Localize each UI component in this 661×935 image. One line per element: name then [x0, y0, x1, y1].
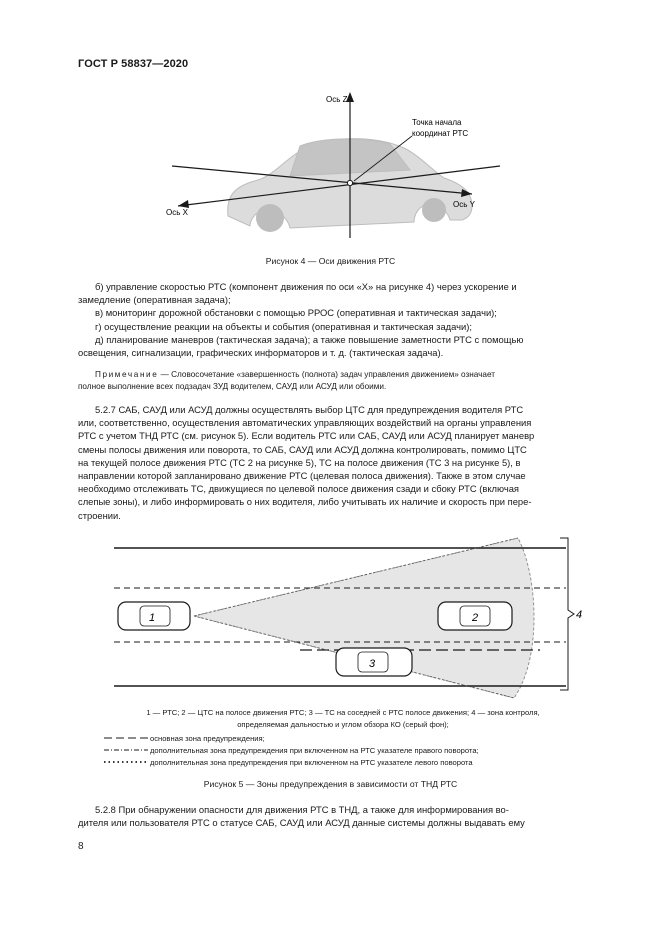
figure-4-axes-diagram — [150, 88, 530, 248]
section-527-line6: направлении которой запланировано движение РТС (целевая полоса движения). Также в этом случае — [78, 470, 526, 482]
origin-label-line2: координат РТС — [412, 129, 469, 138]
figure-5-caption: Рисунок 5 — Зоны предупреждения в зависимости от ТНД РТС — [203, 779, 458, 789]
car-2-label: 2 — [472, 612, 479, 624]
legend-line-4: дополнительная зона предупреждения при включенном на РТС указателе правого поворота; — [150, 746, 479, 755]
section-5-2-8 — [78, 803, 614, 829]
note-text-line2: полное выполнение всех подзадач ЗУД водителем, САУД или АСУД или обоими. — [78, 381, 387, 391]
section-527-line9: строении. — [78, 509, 121, 521]
figure-4-caption: Рисунок 4 — Оси движения РТС — [265, 256, 396, 266]
zone-4-label: 4 — [576, 609, 583, 621]
figure-5-warning-zones-diagram — [100, 530, 590, 700]
list-item-g: г) осуществление реакции на объекты и события (оперативная и тактическая задачи); — [95, 320, 473, 332]
section-528-line2: дителя или пользователя РТС о статусе САБ, САУД или АСУД данные системы должны выдавать ему — [78, 817, 525, 829]
car-3-label: 3 — [369, 658, 376, 670]
document-header: ГОСТ Р 58837—2020 — [78, 58, 189, 70]
note-text-line1: — Словосочетание «завершенность (полнота) задач управления движением» означает — [158, 370, 495, 379]
section-527-line5: на текущей полосе движения РТС (ТС 2 на рисунке 5), ТС на полосе движения (ТС 3 на рисунке 5), в — [78, 456, 521, 468]
legend-line-3: основная зона предупреждения; — [150, 734, 265, 743]
list-item-b-line2: замедление (оперативная задача); — [78, 294, 231, 306]
axis-x-arrow — [178, 200, 189, 208]
origin-label-line1: Точка начала — [412, 118, 462, 127]
list-item-d-line2: освещения, сигнализации, графических информаторов и т. д. (тактическая задача). — [78, 347, 444, 359]
zone-bracket — [560, 538, 574, 690]
legend-line-2: определяемая дальностью и углом обзора КО (серый фон); — [237, 720, 449, 729]
axis-y-label: Ось Y — [453, 200, 475, 209]
origin-point — [347, 180, 352, 185]
legend-line-styles — [104, 733, 150, 767]
list-item-b-line1: б) управление скоростью РТС (компонент движения по оси «X» на рисунке 4) через ускорение и — [95, 281, 517, 292]
note — [78, 369, 614, 392]
section-527-line4: смены полосы движения или поворота, то САБ, САУД или АСУД должна контролировать, помимо ЦТС — [78, 443, 527, 455]
car-1-label: 1 — [149, 612, 156, 624]
section-527-line8: слепые зоны), и либо информировать о них водителя, либо учитывать их наличие и скорость при пере- — [78, 496, 532, 508]
section-527-line1: 5.2.7 САБ, САУД или АСУД должны осуществлять выбор ЦТС для предупреждения водителя РТС — [95, 404, 524, 415]
list-item-v: в) мониторинг дорожной обстановки с помощью РРОС (оперативная и тактическая задачи); — [95, 307, 497, 319]
note-keyword: Примечание — [95, 370, 159, 379]
section-528-line1: 5.2.8 При обнаружении опасности для движения РТС в ТНД, а также для информирования во- — [95, 804, 509, 815]
axis-x-label: Ось X — [166, 208, 188, 217]
list-item-d-line1: д) планирование маневров (тактическая задача); а также повышение заметности РТС с помощью — [95, 333, 524, 345]
section-527-line2: или, соответственно, осуществления автоматических управляющих воздействий на органы управления — [78, 417, 532, 429]
legend-line-1: 1 — РТС; 2 — ЦТС на полосе движения РТС; 3 — ТС на соседней с РТС полосе движения; 4 — зона контроля, — [146, 708, 540, 717]
section-527-line3: РТС с учетом ТНД РТС (см. рисунок 5). Если водитель РТС или САБ, САУД или АСУД планирует маневр — [78, 430, 535, 442]
task-list — [78, 280, 614, 359]
section-5-2-7 — [78, 403, 614, 522]
section-527-line7: необходимо отслеживать ТС, движущиеся по целевой полосе движения сзади и сбоку РТС (включая — [78, 483, 520, 495]
axis-z-label: Ось Z — [326, 95, 348, 104]
page-number: 8 — [78, 841, 84, 852]
legend-line-5: дополнительная зона предупреждения при включенном на РТС указателе левого поворота — [150, 758, 473, 767]
